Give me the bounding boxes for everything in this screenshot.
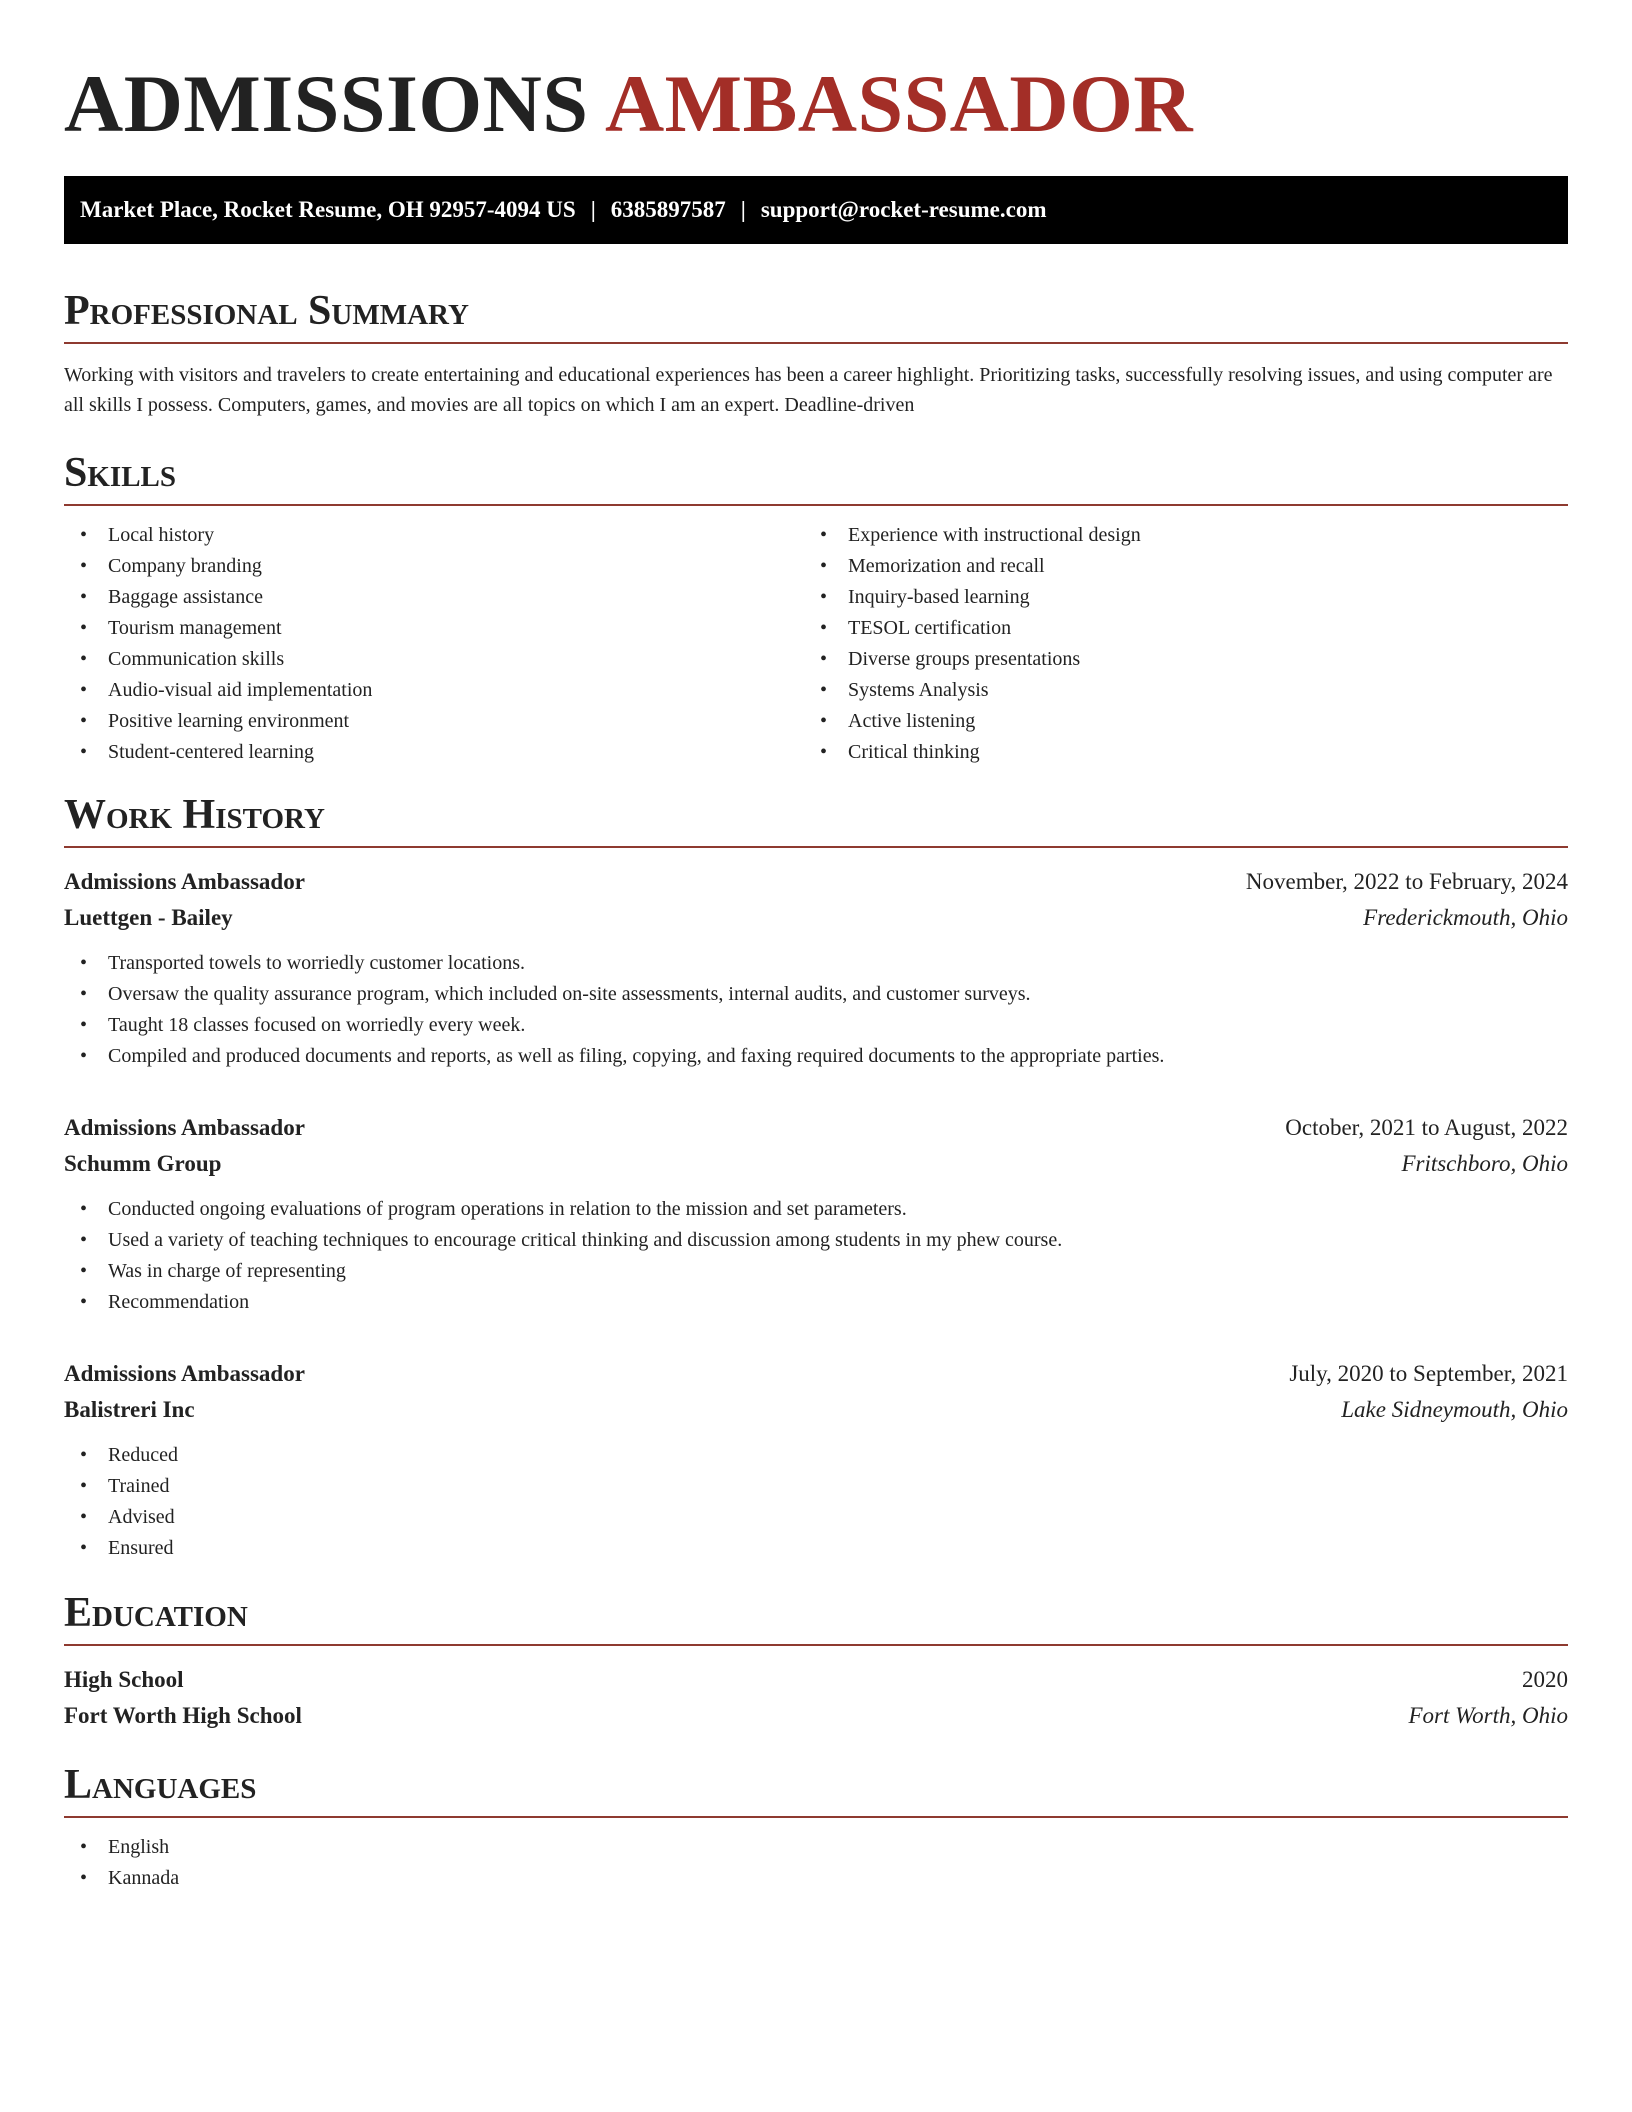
skill-item: • Company branding <box>64 551 804 582</box>
contact-bar <box>64 176 1568 244</box>
job-location: Frederickmouth, Ohio <box>1363 905 1568 930</box>
job-location: Lake Sidneymouth, Ohio <box>1341 1397 1568 1422</box>
skill-item: • Inquiry-based learning <box>804 582 1544 613</box>
title-first: ADMISSIONS <box>64 58 589 149</box>
languages-heading: Languages <box>64 1760 1568 1818</box>
skill-item: • Positive learning environment <box>64 706 804 737</box>
job-company: Luettgen - Bailey <box>64 905 233 930</box>
skills-columns <box>64 520 1568 768</box>
contact-phone: 6385897587 <box>610 197 726 222</box>
summary-heading: Professional Summary <box>64 286 1568 344</box>
job-dates: October, 2021 to August, 2022 <box>1285 1115 1568 1140</box>
job-title: Admissions Ambassador <box>64 1115 305 1140</box>
skills-list-right <box>804 520 1544 768</box>
job-bullet: • Used a variety of teaching techniques to encourage critical thinking and discussion among students in my phew course. <box>64 1225 1568 1256</box>
skill-item: • Local history <box>64 520 804 551</box>
job-location: Fritschboro, Ohio <box>1401 1151 1568 1176</box>
skill-item: • TESOL certification <box>804 613 1544 644</box>
job-entry <box>64 1356 1568 1564</box>
job-bullet: • Transported towels to worriedly customer locations. <box>64 948 1568 979</box>
contact-address: Market Place, Rocket Resume, OH 92957-4094 US <box>80 197 576 222</box>
job-bullets <box>64 1194 1568 1318</box>
skill-item: • Audio-visual aid implementation <box>64 675 804 706</box>
name-title <box>64 58 1568 150</box>
summary-section <box>64 286 1568 420</box>
education-degree: High School <box>64 1667 184 1692</box>
skill-item: • Experience with instructional design <box>804 520 1544 551</box>
job-bullet: • Recommendation <box>64 1287 1568 1318</box>
job-bullet: • Trained <box>64 1471 1568 1502</box>
languages-list <box>64 1832 1568 1894</box>
language-item: • English <box>64 1832 1568 1863</box>
job-title: Admissions Ambassador <box>64 869 305 894</box>
languages-section <box>64 1760 1568 1894</box>
contact-separator: | <box>740 197 746 222</box>
skills-heading: Skills <box>64 448 1568 506</box>
job-bullet: • Advised <box>64 1502 1568 1533</box>
job-entry <box>64 1110 1568 1318</box>
job-company: Balistreri Inc <box>64 1397 195 1422</box>
job-bullet: • Reduced <box>64 1440 1568 1471</box>
skill-item: • Critical thinking <box>804 737 1544 768</box>
job-bullet: • Compiled and produced documents and reports, as well as filing, copying, and faxing required documents to the appropriate parties. <box>64 1041 1568 1072</box>
contact-separator: | <box>590 197 596 222</box>
job-bullet: • Was in charge of representing <box>64 1256 1568 1287</box>
skill-item: • Diverse groups presentations <box>804 644 1544 675</box>
job-company: Schumm Group <box>64 1151 222 1176</box>
job-dates: November, 2022 to February, 2024 <box>1245 869 1568 894</box>
job-bullet: • Oversaw the quality assurance program, which included on-site assessments, internal audits, and customer surveys. <box>64 979 1568 1010</box>
job-entry <box>64 864 1568 1072</box>
work-heading: Work History <box>64 790 1568 848</box>
skill-item: • Student-centered learning <box>64 737 804 768</box>
skills-list-left <box>64 520 804 768</box>
education-location: Fort Worth, Ohio <box>1408 1703 1568 1728</box>
language-item: • Kannada <box>64 1863 1568 1894</box>
skill-item: • Communication skills <box>64 644 804 675</box>
skill-item: • Memorization and recall <box>804 551 1544 582</box>
title-last: AMBASSADOR <box>604 58 1194 149</box>
job-bullet: • Ensured <box>64 1533 1568 1564</box>
skill-item: • Tourism management <box>64 613 804 644</box>
contact-email: support@rocket-resume.com <box>760 197 1047 222</box>
job-bullet: • Taught 18 classes focused on worriedly every week. <box>64 1010 1568 1041</box>
job-bullet: • Conducted ongoing evaluations of program operations in relation to the mission and set parameters. <box>64 1194 1568 1225</box>
education-entry <box>64 1662 1568 1734</box>
education-year: 2020 <box>1522 1667 1568 1692</box>
job-dates: July, 2020 to September, 2021 <box>1289 1361 1568 1386</box>
skill-item: • Active listening <box>804 706 1544 737</box>
job-bullets <box>64 948 1568 1072</box>
job-bullets <box>64 1440 1568 1564</box>
job-title: Admissions Ambassador <box>64 1361 305 1386</box>
resume-page <box>64 0 1568 1894</box>
skills-section <box>64 448 1568 768</box>
education-section <box>64 1588 1568 1734</box>
skill-item: • Baggage assistance <box>64 582 804 613</box>
work-section <box>64 790 1568 1564</box>
summary-text: Working with visitors and travelers to create entertaining and educational experiences has been a career highlight. Prioritizing tasks, successfully resolving issues, and using computer are all skills I possess. Computers, games, and movies are all topics on which I am an expert. Deadline-driven <box>64 364 1553 416</box>
skill-item: • Systems Analysis <box>804 675 1544 706</box>
education-heading: Education <box>64 1588 1568 1646</box>
education-school: Fort Worth High School <box>64 1703 302 1728</box>
